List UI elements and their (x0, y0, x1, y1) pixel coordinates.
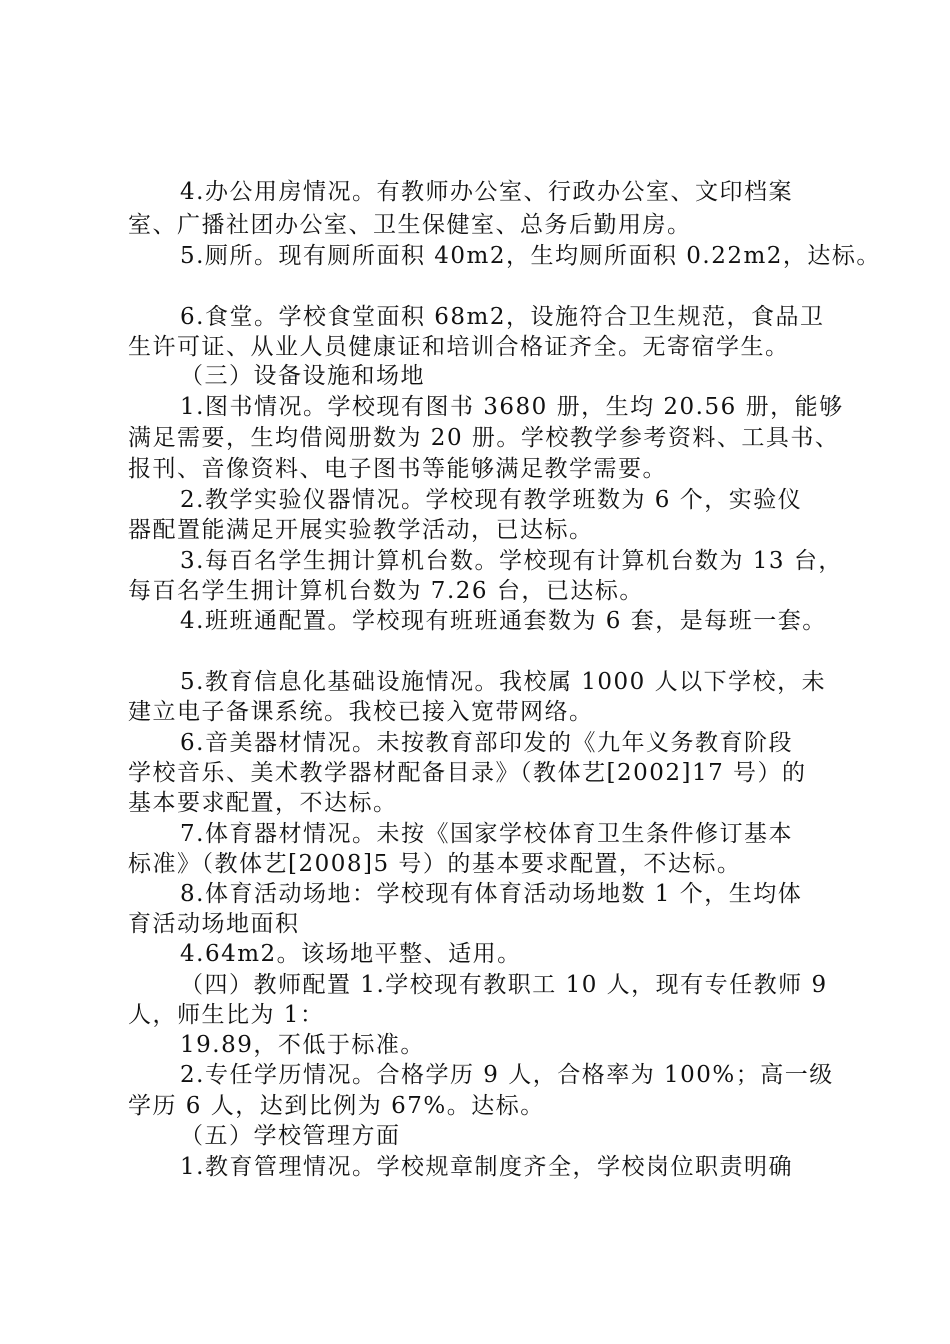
text-line: 育活动场地面积 (128, 911, 300, 937)
section-heading: （四）教师配置 1.学校现有教职工 10 人，现有专任教师 9 (180, 972, 828, 998)
text-line: 2.专任学历情况。合格学历 9 人，合格率为 100%；高一级 (180, 1062, 834, 1088)
text-line: 4.办公用房情况。有教师办公室、行政办公室、文印档案 (180, 179, 793, 205)
text-line: 标准》（教体艺[2008]5 号）的基本要求配置，不达标。 (128, 851, 742, 877)
text-line: 报刊、音像资料、电子图书等能够满足教学需要。 (128, 456, 667, 482)
text-line: 室、广播社团办公室、卫生保健室、总务后勤用房。 (128, 212, 692, 238)
text-line: 8.体育活动场地：学校现有体育活动场地数 1 个，生均体 (180, 881, 803, 907)
text-line: 2.教学实验仪器情况。学校现有教学班数为 6 个，实验仪 (180, 487, 803, 513)
text-line: 5.厕所。现有厕所面积 40m2，生均厕所面积 0.22m2，达标。 (180, 243, 881, 269)
text-line: 3.每百名学生拥计算机台数。学校现有计算机台数为 13 台， (180, 548, 843, 574)
text-line: 学历 6 人，达到比例为 67%。达标。 (128, 1093, 545, 1119)
section-heading: （五）学校管理方面 (180, 1123, 401, 1149)
text-line: 器配置能满足开展实验教学活动，已达标。 (128, 517, 594, 543)
text-line: 7.体育器材情况。未按《国家学校体育卫生条件修订基本 (180, 821, 793, 847)
section-heading: （三）设备设施和场地 (180, 363, 425, 389)
text-line: 生许可证、从业人员健康证和培训合格证齐全。无寄宿学生。 (128, 334, 790, 360)
text-line: 6.食堂。学校食堂面积 68m2，设施符合卫生规范，食品卫 (180, 304, 825, 330)
text-line: 1.图书情况。学校现有图书 3680 册，生均 20.56 册，能够 (180, 394, 844, 420)
text-line: 19.89，不低于标准。 (180, 1032, 425, 1058)
text-line: 6.音美器材情况。未按教育部印发的《九年义务教育阶段 (180, 730, 793, 756)
text-line: 5.教育信息化基础设施情况。我校属 1000 人以下学校，未 (180, 669, 827, 695)
text-line: 每百名学生拥计算机台数为 7.26 台，已达标。 (128, 578, 644, 604)
text-line: 学校音乐、美术教学器材配备目录》（教体艺[2002]17 号）的 (128, 760, 807, 786)
text-line: 1.教育管理情况。学校规章制度齐全，学校岗位职责明确 (180, 1154, 793, 1180)
text-line: 4.班班通配置。学校现有班班通套数为 6 套，是每班一套。 (180, 608, 827, 634)
text-line: 满足需要，生均借阅册数为 20 册。学校教学参考资料、工具书、 (128, 425, 840, 451)
text-line: 人，师生比为 1： (128, 1002, 325, 1028)
text-line: 4.64m2。该场地平整、适用。 (180, 941, 522, 967)
text-line: 建立电子备课系统。我校已接入宽带网络。 (128, 699, 594, 725)
text-line: 基本要求配置，不达标。 (128, 790, 398, 816)
